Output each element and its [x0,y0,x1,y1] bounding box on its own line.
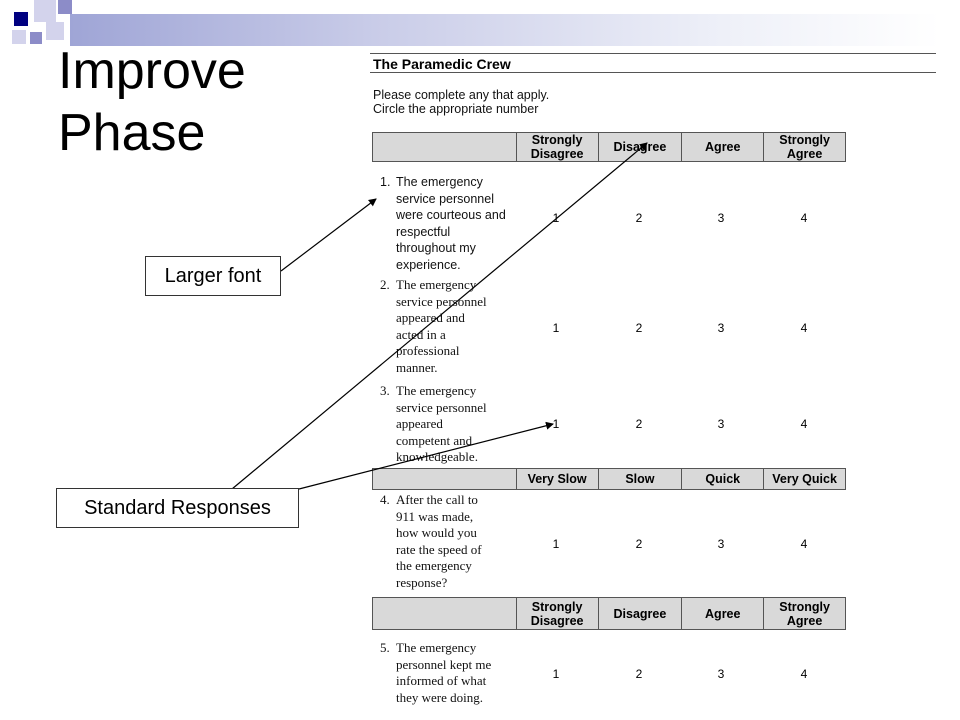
question-line: service personnel [396,191,494,206]
header-strongly-disagree: Strongly Disagree [516,133,598,161]
question-line: how would you [396,525,477,540]
rating-option-3[interactable]: 3 [717,667,725,681]
rating-option-3[interactable]: 3 [717,417,725,431]
question-line: rate the speed of [396,541,482,557]
rating-option-1[interactable]: 1 [552,667,560,681]
arrow-standard-responses-scale [299,424,553,489]
question-line: they were doing. [396,689,484,705]
question-line: competent and [396,432,473,448]
header-slow: Slow [598,469,682,489]
question-line: response? [396,574,448,590]
header-agree: Agree [681,598,763,629]
arrow-larger-font [281,199,376,271]
question-line: the emergency [396,558,472,573]
question-line: throughout my [396,241,476,255]
rating-option-2[interactable]: 2 [635,417,643,431]
rating-option-3[interactable]: 3 [717,211,725,225]
question-line: The emergency [396,277,477,292]
question-line: service personnel [396,293,487,309]
question-number: 3. [380,383,390,398]
question-line: respectful [396,224,451,239]
question-line: 911 was made, [396,508,474,524]
header-disagree: Disagree [598,598,682,629]
question-line: experience. [396,257,461,272]
rating-option-1[interactable]: 1 [552,211,560,225]
question-line: After the call to [396,492,478,507]
header-strongly-agree: Strongly Agree [763,133,845,161]
rating-option-2[interactable]: 2 [635,321,643,335]
question-line: manner. [396,359,438,375]
rating-option-1[interactable]: 1 [552,537,560,551]
header-agree: Agree [681,133,763,161]
header-very-slow: Very Slow [516,469,598,489]
question-number: 1. [380,175,391,189]
rating-option-4[interactable]: 4 [800,537,808,551]
rating-option-2[interactable]: 2 [635,537,643,551]
callout-standard-responses: Standard Responses [56,488,299,528]
question-line: appeared [396,416,443,431]
header-strongly-disagree: Strongly Disagree [516,598,598,629]
slide-title-line-1: Improve [58,42,246,100]
question-number: 2. [380,277,390,292]
rating-option-4[interactable]: 4 [800,417,808,431]
question-number: 5. [380,640,390,655]
instruction-line: Please complete any that apply. [373,88,550,102]
rating-option-3[interactable]: 3 [717,537,725,551]
question-line: informed of what [396,673,487,688]
question-line: The emergency [396,175,483,189]
question-line: acted in a [396,326,446,342]
rating-option-2[interactable]: 2 [635,211,643,225]
question-line: were courteous and [396,208,506,222]
header-disagree: Disagree [598,133,682,161]
slide-title-line-2: Phase [58,104,206,162]
rating-option-2[interactable]: 2 [635,667,643,681]
rating-option-1[interactable]: 1 [552,417,560,431]
survey-title: The Paramedic Crew [370,53,936,73]
rating-option-3[interactable]: 3 [717,321,725,335]
header-very-quick: Very Quick [763,469,845,489]
rating-option-1[interactable]: 1 [552,321,560,335]
question-line: personnel kept me [396,656,492,672]
question-line: service personnel [396,399,487,415]
question-line: The emergency [396,640,477,655]
question-line: appeared and [396,310,465,325]
header-quick: Quick [681,469,763,489]
question-line: professional [396,343,460,358]
rating-option-4[interactable]: 4 [800,667,808,681]
question-line: The emergency [396,383,477,398]
arrow-standard-responses-header [232,143,647,489]
callout-larger-font: Larger font [145,256,281,296]
instruction-line: Circle the appropriate number [373,102,539,116]
rating-option-4[interactable]: 4 [800,321,808,335]
rating-option-4[interactable]: 4 [800,211,808,225]
question-number: 4. [380,492,390,507]
question-line: knowledgeable. [396,449,478,464]
header-strongly-agree: Strongly Agree [763,598,845,629]
